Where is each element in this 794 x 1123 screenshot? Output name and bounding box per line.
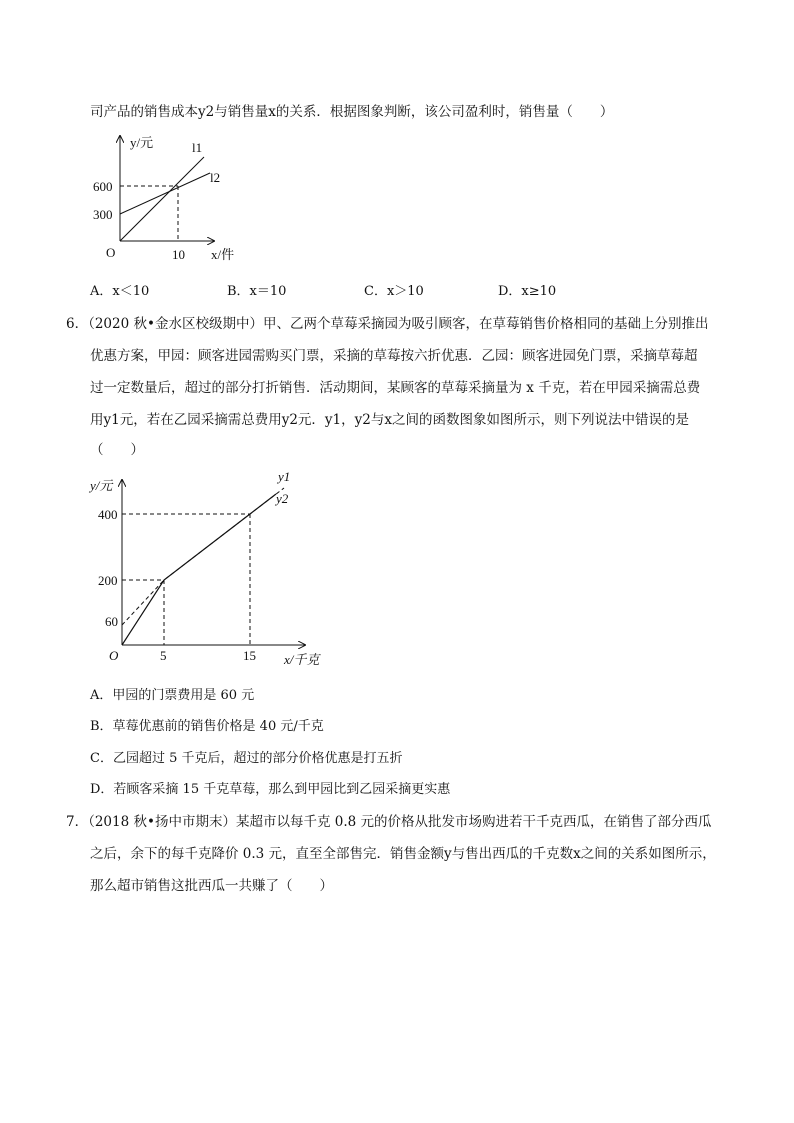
q5-option-c[interactable]: C．x＞10: [364, 284, 424, 299]
q6-stem-line-5: （ ）: [90, 442, 144, 458]
q5-option-a[interactable]: A．x＜10: [90, 284, 150, 299]
q5-xtick-10: 10: [172, 247, 185, 262]
q7-stem-line-3: 那么超市销售这批西瓜一共赚了（ ）: [90, 878, 333, 894]
q5-option-d[interactable]: D．x≥10: [498, 284, 557, 299]
q6-stem-line-3: 过一定数量后，超过的部分打折销售．活动期间，某顾客的草莓采摘量为 x 千克，若在甲园采摘需总费: [90, 380, 701, 396]
q6-option-d[interactable]: D．若顾客采摘 15 千克草莓，那么到甲园比到乙园采摘更实惠: [90, 782, 451, 797]
q6-ytick-400: 400: [98, 507, 118, 522]
q5-origin: O: [106, 245, 116, 260]
q6-ytick-200: 200: [98, 573, 118, 588]
q6-ylabel: y/元: [90, 478, 113, 493]
q6-label-y2: y2: [276, 491, 289, 506]
q5-ytick-600: 600: [93, 179, 113, 194]
q6-stem-line-4: 用y1元，若在乙园采摘需总费用y2元．y1，y2与x之间的函数图象如图所示，则下列说法中错误的是: [90, 412, 689, 428]
q6-stem-line-1: 6．（2020 秋•金水区校级期中）甲、乙两个草莓采摘园为吸引顾客，在草莓销售价格相同的基础上分别推出: [66, 316, 709, 332]
q5-ytick-300: 300: [93, 207, 113, 222]
q5-label-l2: l2: [210, 170, 221, 185]
q6-label-y1: y1: [278, 469, 291, 484]
q6-xlabel: x/千克: [284, 652, 320, 667]
q6-origin: O: [109, 648, 119, 663]
q5-stem-tail: 司产品的销售成本y2与销售量x的关系．根据图象判断，该公司盈利时，销售量（ ）: [90, 104, 614, 120]
q6-option-a[interactable]: A．甲园的门票费用是 60 元: [90, 688, 255, 703]
q6-xtick-15: 15: [243, 648, 256, 663]
q5-option-b[interactable]: B．x＝10: [227, 284, 287, 299]
q5-xlabel: x/件: [211, 247, 235, 262]
q5-ylabel: y/元: [130, 135, 154, 150]
q6-line-y2: [122, 494, 276, 645]
q7-stem-line-2: 之后，余下的每千克降价 0.3 元，直至全部售完．销售金额y与售出西瓜的千克数x之间的关系如图所示，: [90, 846, 716, 862]
q7-stem-line-1: 7．（2018 秋•扬中市期末）某超市以每千克 0.8 元的价格从批发市场购进若干千克西瓜，在销售了部分西瓜: [66, 814, 712, 830]
q6-line-y1: [122, 488, 284, 625]
q6-option-b[interactable]: B．草莓优惠前的销售价格是 40 元/千克: [90, 719, 324, 734]
q5-label-l1: l1: [192, 140, 203, 155]
q6-ytick-60: 60: [105, 614, 118, 629]
q6-option-c[interactable]: C．乙园超过 5 千克后，超过的部分价格优惠是打五折: [90, 751, 403, 766]
q6-xtick-5: 5: [160, 648, 167, 663]
q6-stem-line-2: 优惠方案，甲园：顾客进园需购买门票，采摘的草莓按六折优惠．乙园：顾客进园免门票，采摘草莓超: [90, 348, 698, 364]
